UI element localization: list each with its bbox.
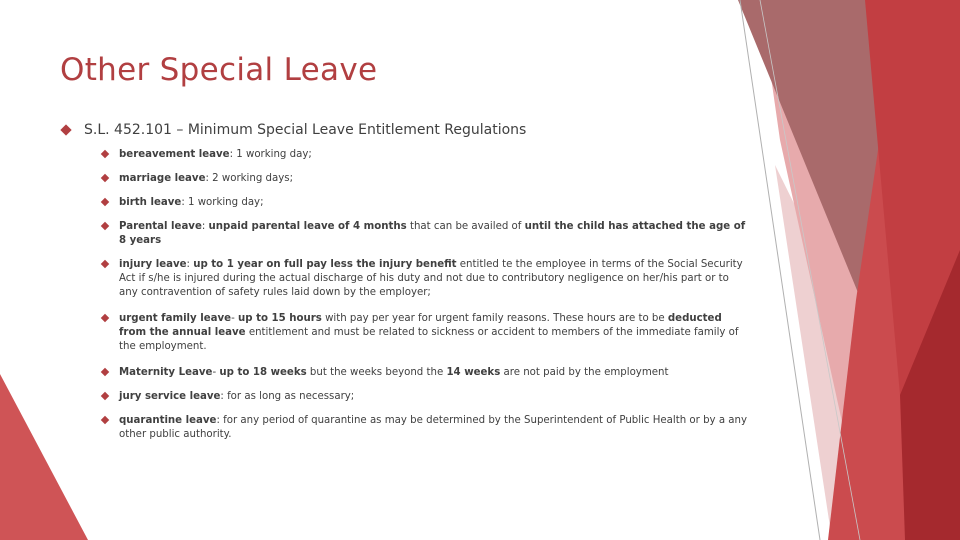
plain-text: entitlement and must be related to sickness or accident to members of the immediate family of the employment. [119,327,739,352]
plain-text: : 1 working day; [181,197,264,208]
bold-text: deducted from the annual leave [119,313,722,338]
list-item-text [119,414,750,442]
plain-text: entitled te the employee in terms of the Social Security Act if s/he is injured during the actual discharge of his duty and not due to contributory negligence on her/his part or to any contravention of safety rules laid down by the employer; [119,259,743,298]
diamond-bullet-icon [101,198,109,206]
bold-text: unpaid parental leave of 4 months [208,221,407,232]
bold-text: marriage leave [119,173,206,184]
bold-text: up to 15 hours [238,313,322,324]
main-bullet-text: S.L. 452.101 – Minimum Special Leave Entitlement Regulations [84,122,527,138]
plain-text: : 1 working day; [229,149,312,160]
list-item-text [119,258,750,300]
list-item [100,220,750,248]
plain-text: with pay per year for urgent family reasons. These hours are to be [321,313,668,324]
plain-text: - [231,313,238,324]
diamond-bullet-icon [101,222,109,230]
bold-text: quarantine leave [119,415,217,426]
bold-text: urgent family leave [119,313,232,324]
bold-text: birth leave [119,197,182,208]
diamond-bullet-icon [101,150,109,158]
bold-text: bereavement leave [119,149,230,160]
plain-text: : [186,259,194,270]
list-item-text [119,196,750,210]
main-bullet [60,120,720,140]
bold-text: Parental leave [119,221,202,232]
diamond-bullet-icon [101,392,109,400]
plain-text: but the weeks beyond the [306,367,447,378]
diamond-bullet-icon [101,260,109,268]
list-item-text [119,220,750,248]
list-item [100,366,750,380]
bold-text: 14 weeks [446,367,501,378]
bold-text: jury service leave [119,391,221,402]
list-item-text [119,390,750,404]
diamond-bullet-icon [60,124,71,135]
list-item [100,414,750,442]
diamond-bullet-icon [101,416,109,424]
bold-text: up to 1 year on full pay less the injury benefit [193,259,457,270]
bold-text: until the child has attached the age of 8 years [119,221,746,246]
list-item-text [119,148,750,162]
plain-text: - [212,367,220,378]
list-item-text [119,312,750,354]
diamond-bullet-icon [101,368,109,376]
bold-text: Maternity Leave [119,367,213,378]
list-item-text [119,366,750,380]
plain-text: : 2 working days; [205,173,293,184]
plain-text: that can be availed of [406,221,525,232]
plain-text: are not paid by the employment [500,367,669,378]
diamond-bullet-icon [101,314,109,322]
list-item [100,172,750,186]
plain-text: : for as long as necessary; [220,391,355,402]
list-item [100,196,750,210]
diamond-bullet-icon [101,174,109,182]
list-item [100,258,750,300]
bold-text: up to 18 weeks [219,367,307,378]
plain-text: : [201,221,209,232]
list-item-text [119,172,750,186]
slide-title: Other Special Leave [60,52,378,88]
left-corner-triangle [0,374,88,540]
list-item [100,148,750,162]
bold-text: injury leave [119,259,187,270]
list-item [100,390,750,404]
list-item [100,312,750,354]
plain-text: : for any period of quarantine as may be determined by the Superintendent of Public Health or by a any other public authority. [119,415,748,440]
